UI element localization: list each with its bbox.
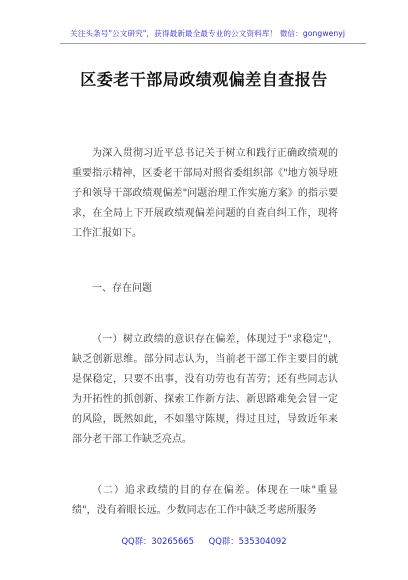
- document-title: 区委老干部局政绩观偏差自查报告: [80, 70, 328, 89]
- problem-item-one: （一）树立政绩的意识存在偏差，体现过于"求稳定"，缺乏创新思维。部分同志认为，当前老干部工作主要目的就是保稳定，只要不出事，没有功劳也有苦劳；还有些同志认为开拓性的抓创新、探索工作新方法、新思路难免会冒一定的风险，既然如此，不如墨守陈规，得过且过，导致近年来部分老干部工作缺乏亮点。: [72, 334, 338, 445]
- paragraph-spacer: [72, 299, 338, 330]
- paragraph-spacer: [72, 244, 338, 279]
- header-divider: [60, 43, 366, 44]
- header-banner-text: 关注头条号"公文研究"，获得最新最全最专业的公文资料库！ 微信：gongwenyj: [70, 29, 346, 38]
- document-body: [72, 144, 338, 521]
- paragraph-spacer: [72, 450, 338, 481]
- problem-item-two: （二）追求政绩的目的存在偏差。体现在一味"重显绩"，没有着眼长远。少数同志在工作中缺乏考虑所服务: [72, 485, 338, 516]
- footer-qq-group-one: QQ群：30265665: [121, 536, 194, 546]
- section-heading-problems: 一、存在问题: [92, 283, 152, 294]
- footer-contact: [0, 535, 408, 547]
- footer-qq-group-two: QQ群：535304092: [208, 536, 287, 546]
- intro-paragraph: 为深入贯彻习近平总书记关于树立和践行正确政绩观的重要指示精神，区委老干部局对照省委组织部《"地方领导班子和领导干部政绩观偏差"问题治理工作实施方案》的指示要求，在全局上下开展政绩观偏差问题的自查自纠工作，现将工作汇报如下。: [72, 148, 338, 239]
